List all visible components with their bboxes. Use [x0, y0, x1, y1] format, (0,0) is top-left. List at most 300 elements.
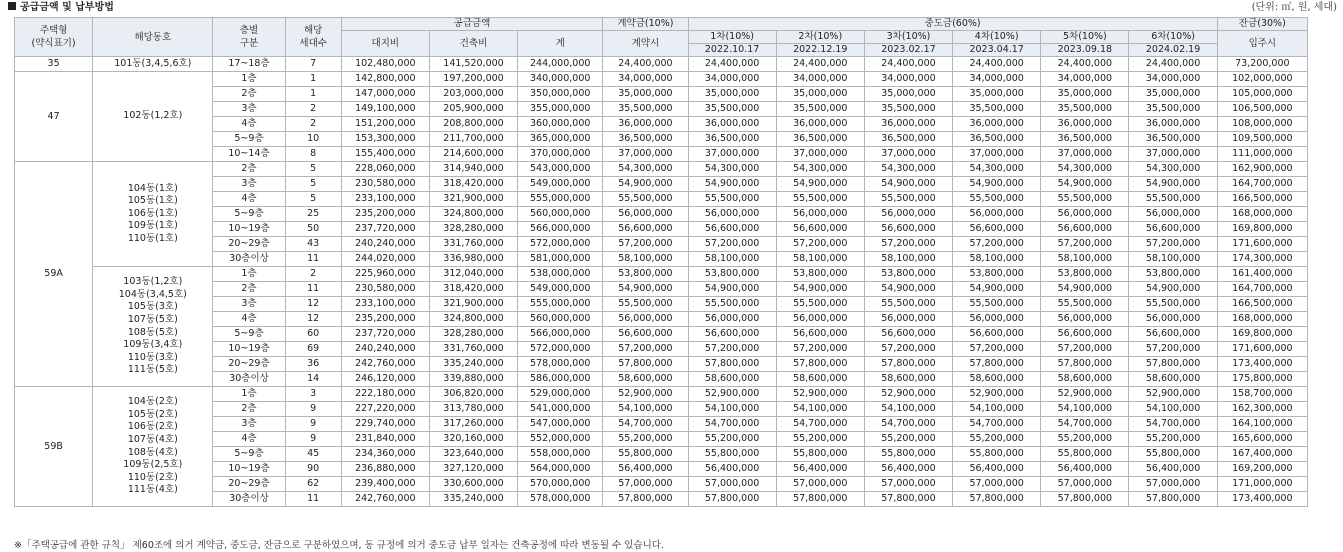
balance-cell: 169,200,000 — [1217, 462, 1307, 477]
units-cell: 1 — [285, 87, 341, 102]
header-middle-5: 5차(10%) — [1041, 31, 1129, 44]
balance-cell: 166,500,000 — [1217, 192, 1307, 207]
land-price-cell: 230,580,000 — [341, 177, 429, 192]
middle-payment-6-cell: 57,800,000 — [1129, 492, 1217, 507]
total-price-cell: 543,000,000 — [518, 162, 603, 177]
middle-payment-5-cell: 56,600,000 — [1041, 327, 1129, 342]
middle-payment-3-cell: 58,100,000 — [864, 252, 952, 267]
units-cell: 2 — [285, 102, 341, 117]
middle-payment-4-cell: 54,900,000 — [953, 177, 1041, 192]
middle-payment-3-cell: 34,000,000 — [864, 72, 952, 87]
units-cell: 60 — [285, 327, 341, 342]
dong-ho-entry: 111동(4호) — [127, 484, 178, 496]
middle-payment-1-cell: 35,500,000 — [688, 102, 776, 117]
header-middle-6: 6차(10%) — [1129, 31, 1217, 44]
total-price-cell: 560,000,000 — [518, 312, 603, 327]
total-price-cell: 578,000,000 — [518, 357, 603, 372]
middle-payment-3-cell: 35,000,000 — [864, 87, 952, 102]
floor-cell: 20~29층 — [213, 477, 285, 492]
middle-payment-2-cell: 24,400,000 — [776, 57, 864, 72]
middle-payment-3-cell: 37,000,000 — [864, 147, 952, 162]
land-price-cell: 240,240,000 — [341, 237, 429, 252]
contract-cell: 54,700,000 — [603, 417, 688, 432]
floor-cell: 4층 — [213, 312, 285, 327]
middle-payment-6-cell: 37,000,000 — [1129, 147, 1217, 162]
middle-payment-6-cell: 58,600,000 — [1129, 372, 1217, 387]
middle-payment-5-cell: 55,500,000 — [1041, 192, 1129, 207]
middle-payment-2-cell: 54,900,000 — [776, 177, 864, 192]
middle-payment-6-cell: 35,000,000 — [1129, 87, 1217, 102]
building-price-cell: 197,200,000 — [429, 72, 517, 87]
floor-cell: 10~14층 — [213, 147, 285, 162]
middle-payment-4-cell: 57,000,000 — [953, 477, 1041, 492]
building-price-cell: 330,600,000 — [429, 477, 517, 492]
building-price-cell: 335,240,000 — [429, 357, 517, 372]
middle-payment-2-cell: 36,500,000 — [776, 132, 864, 147]
floor-cell: 1층 — [213, 72, 285, 87]
floor-cell: 5~9층 — [213, 447, 285, 462]
middle-payment-3-cell: 24,400,000 — [864, 57, 952, 72]
middle-payment-6-cell: 36,000,000 — [1129, 117, 1217, 132]
balance-cell: 174,300,000 — [1217, 252, 1307, 267]
middle-payment-4-cell: 37,000,000 — [953, 147, 1041, 162]
middle-payment-4-cell: 34,000,000 — [953, 72, 1041, 87]
table-row — [15, 72, 1308, 87]
balance-cell: 161,400,000 — [1217, 267, 1307, 282]
floor-cell: 5~9층 — [213, 327, 285, 342]
middle-payment-6-cell: 54,900,000 — [1129, 177, 1217, 192]
dong-ho-entry: 106동(1호) — [127, 207, 178, 219]
middle-payment-6-cell: 54,300,000 — [1129, 162, 1217, 177]
middle-payment-6-cell: 54,900,000 — [1129, 282, 1217, 297]
middle-payment-2-cell: 57,800,000 — [776, 492, 864, 507]
units-cell: 2 — [285, 267, 341, 282]
middle-payment-2-cell: 35,500,000 — [776, 102, 864, 117]
dong-ho-entry: 107동(4호) — [127, 433, 178, 445]
building-price-cell: 339,880,000 — [429, 372, 517, 387]
middle-payment-4-cell: 56,400,000 — [953, 462, 1041, 477]
middle-payment-3-cell: 57,200,000 — [864, 342, 952, 357]
middle-payment-5-cell: 54,300,000 — [1041, 162, 1129, 177]
footnote: ※「주택공급에 관한 규칙」 제60조에 의거 계약금, 중도금, 잔금으로 구분하였으며, 동 규정에 의거 중도금 납부 일자는 건축공정에 따라 변동될 수 있습니다. — [14, 540, 664, 551]
contract-cell: 57,800,000 — [603, 357, 688, 372]
balance-cell: 175,800,000 — [1217, 372, 1307, 387]
table-title-text: 공급금액 및 납부방법 — [20, 2, 114, 13]
middle-payment-5-cell: 55,800,000 — [1041, 447, 1129, 462]
contract-cell: 37,000,000 — [603, 147, 688, 162]
contract-cell: 58,100,000 — [603, 252, 688, 267]
middle-payment-1-cell: 53,800,000 — [688, 267, 776, 282]
building-price-cell: 331,760,000 — [429, 342, 517, 357]
building-price-cell: 214,600,000 — [429, 147, 517, 162]
middle-payment-1-cell: 58,100,000 — [688, 252, 776, 267]
land-price-cell: 240,240,000 — [341, 342, 429, 357]
building-price-cell: 331,760,000 — [429, 237, 517, 252]
contract-cell: 58,600,000 — [603, 372, 688, 387]
middle-payment-3-cell: 36,500,000 — [864, 132, 952, 147]
middle-payment-4-cell: 54,100,000 — [953, 402, 1041, 417]
balance-cell: 158,700,000 — [1217, 387, 1307, 402]
middle-payment-3-cell: 53,800,000 — [864, 267, 952, 282]
header-middle-5-date: 2023.09.18 — [1041, 44, 1129, 57]
middle-payment-6-cell: 35,500,000 — [1129, 102, 1217, 117]
middle-payment-3-cell: 54,900,000 — [864, 177, 952, 192]
dong-ho-entry: 106동(2호) — [127, 421, 178, 433]
units-cell: 11 — [285, 252, 341, 267]
header-total: 계 — [518, 31, 603, 57]
middle-payment-3-cell: 56,600,000 — [864, 327, 952, 342]
balance-cell: 168,000,000 — [1217, 312, 1307, 327]
middle-payment-5-cell: 53,800,000 — [1041, 267, 1129, 282]
floor-cell: 4층 — [213, 432, 285, 447]
middle-payment-5-cell: 37,000,000 — [1041, 147, 1129, 162]
building-price-cell: 313,780,000 — [429, 402, 517, 417]
building-price-cell: 324,800,000 — [429, 207, 517, 222]
middle-payment-4-cell: 35,000,000 — [953, 87, 1041, 102]
land-price-cell: 155,400,000 — [341, 147, 429, 162]
total-price-cell: 581,000,000 — [518, 252, 603, 267]
middle-payment-6-cell: 57,200,000 — [1129, 342, 1217, 357]
header-units-line-2: 세대수 — [299, 38, 327, 49]
units-cell: 7 — [285, 57, 341, 72]
total-price-cell: 572,000,000 — [518, 237, 603, 252]
middle-payment-4-cell: 24,400,000 — [953, 57, 1041, 72]
total-price-cell: 566,000,000 — [518, 222, 603, 237]
building-price-cell: 208,800,000 — [429, 117, 517, 132]
building-price-cell: 306,820,000 — [429, 387, 517, 402]
dong-ho-entry: 109동(1호) — [127, 220, 178, 232]
header-balance-group: 잔금(30%) — [1217, 18, 1307, 31]
middle-payment-6-cell: 57,000,000 — [1129, 477, 1217, 492]
land-price-cell: 235,200,000 — [341, 312, 429, 327]
dong-ho-entry: 109동(3,4호) — [123, 339, 183, 351]
middle-payment-3-cell: 55,500,000 — [864, 297, 952, 312]
dong-ho-entry: 110동(1호) — [127, 232, 178, 244]
table-row — [15, 387, 1308, 402]
middle-payment-3-cell: 55,200,000 — [864, 432, 952, 447]
middle-payment-5-cell: 55,200,000 — [1041, 432, 1129, 447]
middle-payment-5-cell: 54,900,000 — [1041, 177, 1129, 192]
middle-payment-5-cell: 36,500,000 — [1041, 132, 1129, 147]
floor-cell: 10~19층 — [213, 462, 285, 477]
floor-cell: 10~19층 — [213, 342, 285, 357]
header-supply: 공급금액 — [341, 18, 603, 31]
units-cell: 36 — [285, 357, 341, 372]
middle-payment-3-cell: 54,300,000 — [864, 162, 952, 177]
land-price-cell: 235,200,000 — [341, 207, 429, 222]
header-type — [15, 18, 93, 57]
contract-cell: 56,600,000 — [603, 327, 688, 342]
dong-ho-cell — [93, 57, 213, 72]
contract-cell: 54,900,000 — [603, 282, 688, 297]
balance-cell: 173,400,000 — [1217, 492, 1307, 507]
middle-payment-2-cell: 54,300,000 — [776, 162, 864, 177]
balance-cell: 171,600,000 — [1217, 237, 1307, 252]
total-price-cell: 570,000,000 — [518, 477, 603, 492]
middle-payment-1-cell: 54,100,000 — [688, 402, 776, 417]
dong-ho-entry: 110동(2호) — [127, 471, 178, 483]
middle-payment-2-cell: 57,200,000 — [776, 342, 864, 357]
middle-payment-4-cell: 56,000,000 — [953, 207, 1041, 222]
middle-payment-3-cell: 52,900,000 — [864, 387, 952, 402]
land-price-cell: 239,400,000 — [341, 477, 429, 492]
floor-cell: 1층 — [213, 267, 285, 282]
contract-cell: 55,800,000 — [603, 447, 688, 462]
dong-ho-entry: 104동(3,4,5호) — [118, 288, 187, 300]
total-price-cell: 564,000,000 — [518, 462, 603, 477]
middle-payment-5-cell: 35,500,000 — [1041, 102, 1129, 117]
middle-payment-6-cell: 56,400,000 — [1129, 462, 1217, 477]
middle-payment-4-cell: 56,600,000 — [953, 327, 1041, 342]
units-cell: 69 — [285, 342, 341, 357]
building-price-cell: 327,120,000 — [429, 462, 517, 477]
middle-payment-5-cell: 54,900,000 — [1041, 282, 1129, 297]
middle-payment-5-cell: 24,400,000 — [1041, 57, 1129, 72]
building-price-cell: 336,980,000 — [429, 252, 517, 267]
units-cell: 45 — [285, 447, 341, 462]
middle-payment-6-cell: 55,800,000 — [1129, 447, 1217, 462]
land-price-cell: 225,960,000 — [341, 267, 429, 282]
middle-payment-3-cell: 56,000,000 — [864, 207, 952, 222]
units-cell: 12 — [285, 297, 341, 312]
middle-payment-2-cell: 58,600,000 — [776, 372, 864, 387]
total-price-cell: 350,000,000 — [518, 87, 603, 102]
contract-cell: 57,200,000 — [603, 237, 688, 252]
dong-ho-entry: 103동(1,2호) — [123, 276, 183, 288]
middle-payment-3-cell: 35,500,000 — [864, 102, 952, 117]
contract-cell: 36,000,000 — [603, 117, 688, 132]
land-price-cell: 246,120,000 — [341, 372, 429, 387]
dong-ho-cell — [93, 387, 213, 507]
middle-payment-6-cell: 57,800,000 — [1129, 357, 1217, 372]
header-middle-4-date: 2023.04.17 — [953, 44, 1041, 57]
middle-payment-3-cell: 55,500,000 — [864, 192, 952, 207]
total-price-cell: 370,000,000 — [518, 147, 603, 162]
total-price-cell: 360,000,000 — [518, 117, 603, 132]
middle-payment-5-cell: 58,100,000 — [1041, 252, 1129, 267]
header-building: 건축비 — [429, 31, 517, 57]
title-bar — [8, 1, 1337, 15]
middle-payment-6-cell: 36,500,000 — [1129, 132, 1217, 147]
units-cell: 9 — [285, 417, 341, 432]
total-price-cell: 586,000,000 — [518, 372, 603, 387]
dong-ho-entry: 109동(2,5호) — [123, 459, 183, 471]
contract-cell: 57,200,000 — [603, 342, 688, 357]
middle-payment-4-cell: 57,800,000 — [953, 492, 1041, 507]
middle-payment-5-cell: 34,000,000 — [1041, 72, 1129, 87]
units-cell: 5 — [285, 192, 341, 207]
middle-payment-5-cell: 57,200,000 — [1041, 342, 1129, 357]
middle-payment-1-cell: 37,000,000 — [688, 147, 776, 162]
units-cell: 9 — [285, 432, 341, 447]
middle-payment-3-cell: 54,100,000 — [864, 402, 952, 417]
middle-payment-6-cell: 52,900,000 — [1129, 387, 1217, 402]
contract-cell: 52,900,000 — [603, 387, 688, 402]
land-price-cell: 231,840,000 — [341, 432, 429, 447]
building-price-cell: 318,420,000 — [429, 282, 517, 297]
middle-payment-1-cell: 55,500,000 — [688, 192, 776, 207]
building-price-cell: 320,160,000 — [429, 432, 517, 447]
dong-ho-entry: 105동(3호) — [127, 301, 178, 313]
land-price-cell: 242,760,000 — [341, 357, 429, 372]
dong-ho-entry: 101동(3,4,5,6호) — [114, 57, 192, 69]
dong-ho-entry: 110동(3호) — [127, 351, 178, 363]
total-price-cell: 547,000,000 — [518, 417, 603, 432]
land-price-cell: 242,760,000 — [341, 492, 429, 507]
middle-payment-6-cell: 54,100,000 — [1129, 402, 1217, 417]
dong-ho-entry: 104동(2호) — [127, 396, 178, 408]
total-price-cell: 365,000,000 — [518, 132, 603, 147]
middle-payment-5-cell: 56,000,000 — [1041, 312, 1129, 327]
middle-payment-1-cell: 52,900,000 — [688, 387, 776, 402]
floor-cell: 5~9층 — [213, 132, 285, 147]
units-cell: 3 — [285, 387, 341, 402]
contract-cell: 56,000,000 — [603, 207, 688, 222]
supply-price-table — [14, 17, 1308, 507]
middle-payment-1-cell: 34,000,000 — [688, 72, 776, 87]
header-contract-time: 계약시 — [603, 31, 688, 57]
middle-payment-2-cell: 54,100,000 — [776, 402, 864, 417]
dong-ho-entry: 108동(5호) — [127, 326, 178, 338]
contract-cell: 54,900,000 — [603, 177, 688, 192]
total-price-cell: 529,000,000 — [518, 387, 603, 402]
middle-payment-5-cell: 58,600,000 — [1041, 372, 1129, 387]
dong-ho-entry: 105동(2호) — [127, 408, 178, 420]
header-middle-6-date: 2024.02.19 — [1129, 44, 1217, 57]
units-cell: 14 — [285, 372, 341, 387]
middle-payment-1-cell: 57,800,000 — [688, 492, 776, 507]
unit-type-cell: 47 — [15, 72, 93, 162]
floor-cell: 30층이상 — [213, 372, 285, 387]
middle-payment-1-cell: 36,500,000 — [688, 132, 776, 147]
middle-payment-6-cell: 57,200,000 — [1129, 237, 1217, 252]
balance-cell: 171,000,000 — [1217, 477, 1307, 492]
middle-payment-1-cell: 57,200,000 — [688, 237, 776, 252]
middle-payment-6-cell: 55,500,000 — [1129, 297, 1217, 312]
middle-payment-4-cell: 57,200,000 — [953, 342, 1041, 357]
header-floor-line-1: 층별 — [239, 25, 259, 36]
land-price-cell: 244,020,000 — [341, 252, 429, 267]
floor-cell: 2층 — [213, 282, 285, 297]
middle-payment-1-cell: 56,000,000 — [688, 207, 776, 222]
middle-payment-6-cell: 56,600,000 — [1129, 327, 1217, 342]
floor-cell: 4층 — [213, 192, 285, 207]
land-price-cell: 230,580,000 — [341, 282, 429, 297]
total-price-cell: 355,000,000 — [518, 102, 603, 117]
dong-ho-cell — [93, 162, 213, 267]
middle-payment-4-cell: 55,800,000 — [953, 447, 1041, 462]
floor-cell: 3층 — [213, 297, 285, 312]
middle-payment-1-cell: 58,600,000 — [688, 372, 776, 387]
middle-payment-2-cell: 58,100,000 — [776, 252, 864, 267]
middle-payment-1-cell: 54,900,000 — [688, 177, 776, 192]
header-dong: 해당동호 — [93, 18, 213, 57]
contract-cell: 36,500,000 — [603, 132, 688, 147]
middle-payment-6-cell: 34,000,000 — [1129, 72, 1217, 87]
total-price-cell: 555,000,000 — [518, 297, 603, 312]
middle-payment-4-cell: 52,900,000 — [953, 387, 1041, 402]
middle-payment-1-cell: 54,700,000 — [688, 417, 776, 432]
middle-payment-3-cell: 58,600,000 — [864, 372, 952, 387]
middle-payment-6-cell: 55,500,000 — [1129, 192, 1217, 207]
units-cell: 12 — [285, 312, 341, 327]
building-price-cell: 321,900,000 — [429, 297, 517, 312]
square-bullet-icon — [8, 2, 16, 10]
floor-cell: 2층 — [213, 87, 285, 102]
floor-cell: 10~19층 — [213, 222, 285, 237]
header-type-line-1: 주택형 — [39, 25, 68, 36]
table-body — [15, 57, 1308, 507]
contract-cell: 35,500,000 — [603, 102, 688, 117]
balance-cell: 111,000,000 — [1217, 147, 1307, 162]
floor-cell: 30층이상 — [213, 252, 285, 267]
units-cell: 2 — [285, 117, 341, 132]
header-floor — [213, 18, 285, 57]
middle-payment-4-cell: 58,600,000 — [953, 372, 1041, 387]
floor-cell: 2층 — [213, 402, 285, 417]
units-cell: 11 — [285, 282, 341, 297]
unit-note: (단위: ㎡, 원, 세대) — [1251, 2, 1337, 13]
floor-cell: 20~29층 — [213, 357, 285, 372]
dong-ho-entry: 111동(5호) — [127, 364, 178, 376]
middle-payment-5-cell: 54,100,000 — [1041, 402, 1129, 417]
total-price-cell: 538,000,000 — [518, 267, 603, 282]
units-cell: 8 — [285, 147, 341, 162]
land-price-cell: 234,360,000 — [341, 447, 429, 462]
middle-payment-5-cell: 57,800,000 — [1041, 492, 1129, 507]
land-price-cell: 153,300,000 — [341, 132, 429, 147]
total-price-cell: 340,000,000 — [518, 72, 603, 87]
middle-payment-6-cell: 58,100,000 — [1129, 252, 1217, 267]
middle-payment-5-cell: 57,200,000 — [1041, 237, 1129, 252]
floor-cell: 3층 — [213, 177, 285, 192]
floor-cell: 17~18층 — [213, 57, 285, 72]
total-price-cell: 566,000,000 — [518, 327, 603, 342]
middle-payment-2-cell: 55,500,000 — [776, 297, 864, 312]
header-middle-3-date: 2023.02.17 — [864, 44, 952, 57]
units-cell: 5 — [285, 177, 341, 192]
header-contract-group: 계약금(10%) — [603, 18, 688, 31]
building-price-cell: 312,040,000 — [429, 267, 517, 282]
balance-cell: 105,000,000 — [1217, 87, 1307, 102]
middle-payment-4-cell: 36,000,000 — [953, 117, 1041, 132]
contract-cell: 34,000,000 — [603, 72, 688, 87]
land-price-cell: 233,100,000 — [341, 297, 429, 312]
middle-payment-3-cell: 57,000,000 — [864, 477, 952, 492]
balance-cell: 168,000,000 — [1217, 207, 1307, 222]
total-price-cell: 549,000,000 — [518, 177, 603, 192]
balance-cell: 169,800,000 — [1217, 222, 1307, 237]
middle-payment-5-cell: 36,000,000 — [1041, 117, 1129, 132]
balance-cell: 73,200,000 — [1217, 57, 1307, 72]
middle-payment-4-cell: 57,200,000 — [953, 237, 1041, 252]
dong-ho-entry: 102동(1,2호) — [123, 110, 183, 122]
middle-payment-5-cell: 56,400,000 — [1041, 462, 1129, 477]
middle-payment-2-cell: 56,600,000 — [776, 327, 864, 342]
middle-payment-2-cell: 55,500,000 — [776, 192, 864, 207]
floor-cell: 4층 — [213, 117, 285, 132]
middle-payment-4-cell: 56,600,000 — [953, 222, 1041, 237]
middle-payment-4-cell: 55,500,000 — [953, 297, 1041, 312]
middle-payment-3-cell: 56,000,000 — [864, 312, 952, 327]
middle-payment-4-cell: 36,500,000 — [953, 132, 1041, 147]
middle-payment-2-cell: 35,000,000 — [776, 87, 864, 102]
middle-payment-1-cell: 56,600,000 — [688, 327, 776, 342]
middle-payment-1-cell: 54,300,000 — [688, 162, 776, 177]
middle-payment-5-cell: 54,700,000 — [1041, 417, 1129, 432]
middle-payment-6-cell: 56,000,000 — [1129, 312, 1217, 327]
table-row — [15, 162, 1308, 177]
